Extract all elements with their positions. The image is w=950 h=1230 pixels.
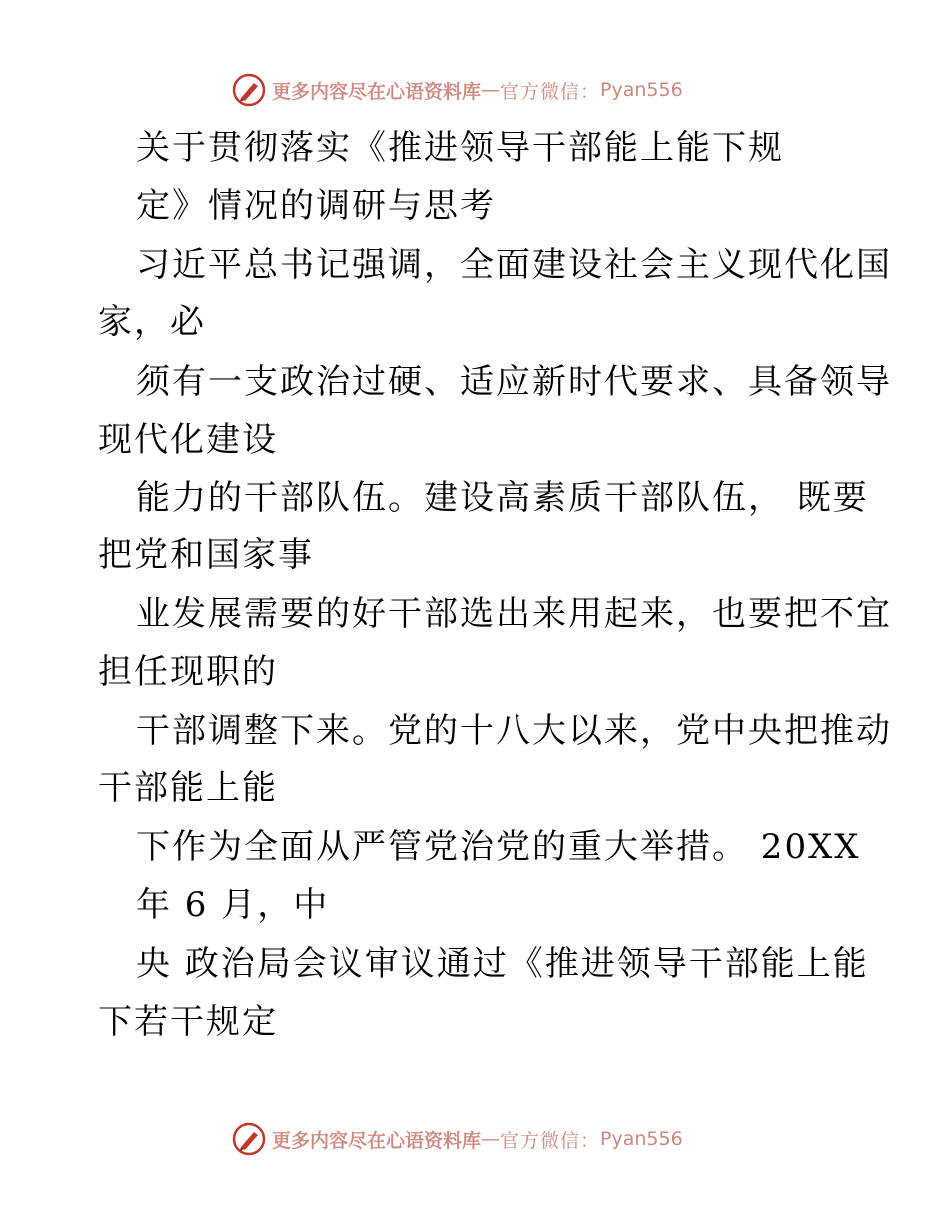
- text-line: 能力的干部队伍。建设高素质干部队伍， 既要: [136, 478, 869, 518]
- text-line: 担任现职的: [98, 652, 278, 692]
- text-line: 央 政治局会议审议通过《推进领导干部能上能: [136, 944, 869, 984]
- text-line: 业发展需要的好干部选出来用起来，也要把不宜: [136, 594, 892, 634]
- banner-wechat-id: Pyan556: [600, 1128, 683, 1150]
- banner-wechat-label: 官方微信：: [500, 1129, 601, 1152]
- banner-library-text: 更多内容尽在心语资料库: [272, 1129, 482, 1152]
- text-line: 干部调整下来。党的十八大以来，党中央把推动: [136, 711, 892, 751]
- title-line-1: 关于贯彻落实《推进领导干部能上能下规: [136, 128, 784, 168]
- text-line: 年 6 月，中: [136, 885, 330, 925]
- banner-dash: —: [481, 1128, 501, 1150]
- text-line: 下若干规定: [98, 1002, 278, 1042]
- text-line: 把党和国家事: [98, 535, 314, 575]
- header-banner: [232, 72, 683, 108]
- pen-logo-icon: [232, 1122, 266, 1156]
- banner-wechat-id: Pyan556: [600, 79, 683, 101]
- text-line: 习近平总书记强调，全面建设社会主义现代化国: [136, 245, 892, 285]
- text-line: 家，必: [98, 302, 206, 342]
- footer-banner: [232, 1121, 683, 1157]
- banner-dash: —: [481, 79, 501, 101]
- banner-wechat-label: 官方微信：: [500, 80, 601, 103]
- text-line: 干部能上能: [98, 768, 278, 808]
- title-line-2: 定》情况的调研与思考: [136, 186, 496, 226]
- banner-library-text: 更多内容尽在心语资料库: [272, 80, 482, 103]
- text-line: 现代化建设: [98, 420, 278, 460]
- text-line: 下作为全面从严管党治党的重大举措。 20XX: [136, 827, 861, 867]
- text-line: 须有一支政治过硬、适应新时代要求、具备领导: [136, 362, 892, 402]
- pen-logo-icon: [232, 73, 266, 107]
